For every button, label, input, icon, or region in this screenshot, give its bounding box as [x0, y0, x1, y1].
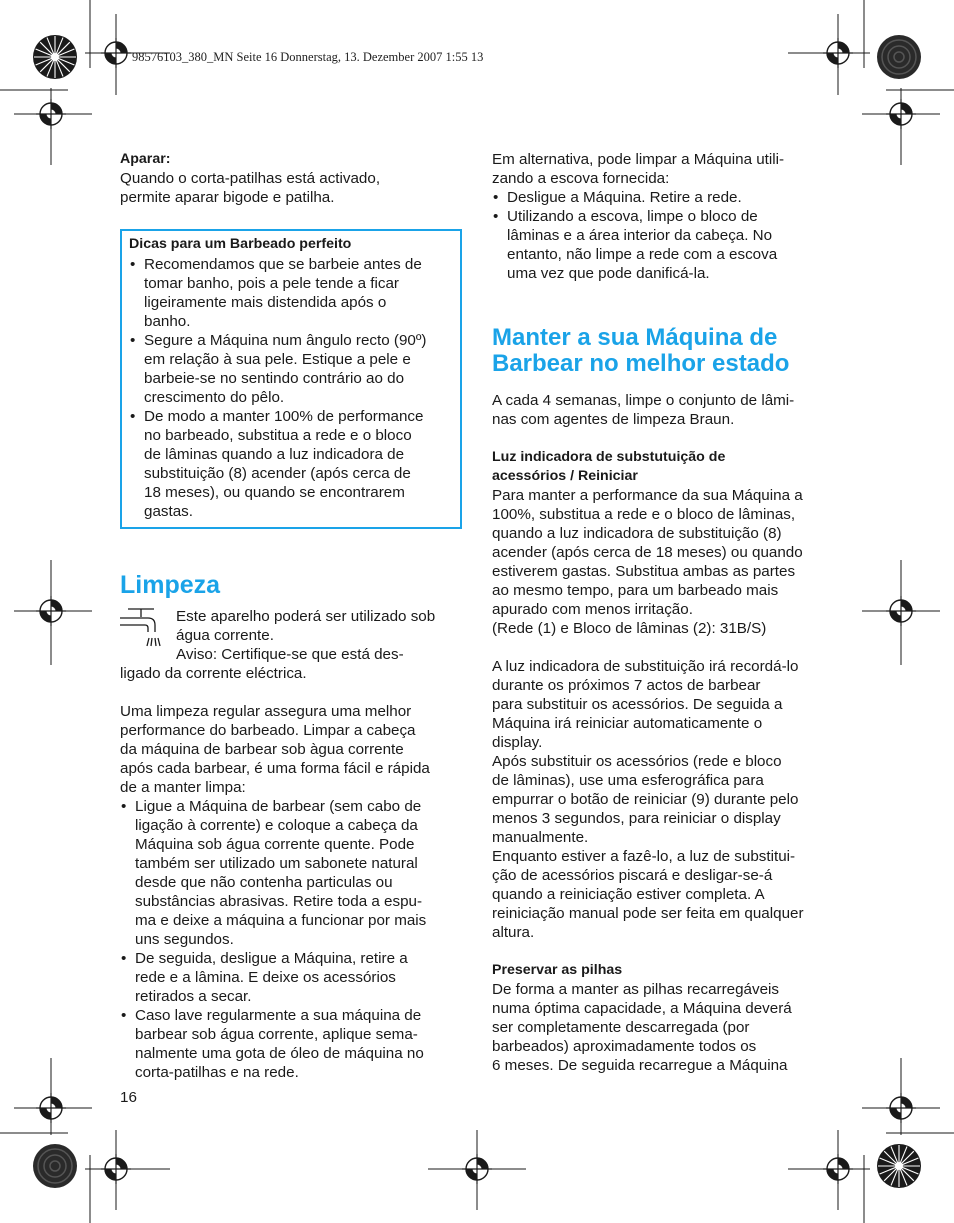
list-item: • Segure a Máquina num ângulo recto (90º) em relação à sua pele. Estique a pele e barbeie-se no sentindo contrário ao do crescimento do pêlo.: [129, 331, 452, 407]
list-item: • Utilizando a escova, limpe o bloco de lâminas e a área interior da cabeça. No entanto, não limpe a rede com a escova uma vez que pode danificá-la.: [492, 207, 837, 283]
tap-note: [120, 607, 462, 683]
page-number: 16: [120, 1089, 137, 1106]
tap-note-text: Este aparelho poderá ser utilizado sob água corrente. Aviso: Certifique-se que está des-: [176, 608, 436, 663]
tips-box: [120, 229, 462, 529]
aparar-title: Aparar:: [120, 151, 171, 167]
limpeza-list: [120, 797, 462, 1082]
list-item: • Recomendamos que se barbeie antes de tomar banho, pois a pele tende a ficar ligeiramente mais distendida após o banho.: [129, 255, 452, 331]
list-item: • De seguida, desligue a Máquina, retire a rede e a lâmina. E deixe os acessórios retirados a secar.: [120, 949, 462, 1006]
list-item: • Desligue a Máquina. Retire a rede.: [492, 188, 837, 207]
aparar-text: Quando o corta-patilhas está activado, permite aparar bigode e patilha.: [120, 170, 381, 206]
manter-intro: A cada 4 semanas, limpe o conjunto de lâmi- nas com agentes de limpeza Braun.: [492, 392, 795, 428]
limpeza-intro: Uma limpeza regular assegura uma melhor performance do barbeado. Limpar a cabeça da máquina de barbear sob àgua corrente após cada barbear, é uma forma fácil e rápida de a manter limpa:: [120, 703, 430, 796]
list-item: • De modo a manter 100% de performance no barbeado, substitua a rede e o bloco de lâminas quando a luz indicadora de substituição (8) acender (após cerca de 18 meses), ou quando se encontrarem gastas.: [129, 407, 452, 521]
tap-note-continuation: ligado da corrente eléctrica.: [120, 665, 307, 682]
list-item: • Ligue a Máquina de barbear (sem cabo de ligação à corrente) e coloque a cabeça da Máquina sob água corrente quente. Pode também ser utilizado um sabonete natural desde que não contenha particulas ou substâncias abrasivas. Retire toda a espu- ma e deixe a máquina a funcionar por mais uns segundos.: [120, 797, 462, 949]
manter-heading: Manter a sua Máquina de Barbear no melhor estado: [492, 324, 790, 377]
pilhas-paragraph: De forma a manter as pilhas recarregáveis numa óptima capacidade, a Máquina deverá ser completamente descarregada (por barbeados) aproximadamente todos os 6 meses. De seguida recarregue a Máquina: [492, 981, 792, 1074]
print-slug-header: 98576103_380_MN Seite 16 Donnerstag, 13. Dezember 2007 1:55 13: [132, 50, 484, 64]
pilhas-heading: Preservar as pilhas: [492, 962, 623, 978]
luz-paragraph-2: A luz indicadora de substituição irá recordá-lo durante os próximos 7 actos de barbear para substituir os acessórios. De seguida a Máquina irá reiniciar automaticamente o display. Após substituir os acessórios (rede e bloco de lâminas), use uma esferográfica para empurrar o botão de reiniciar (9) durante pelo menos 3 segundos, para reiniciar o display manualmente. Enquanto estiver a fazê-lo, a luz de substitui- ção de acessórios piscará e desligar-se-á quando a reiniciação estiver completa. A reiniciação manual pode ser feita em qualquer altura.: [492, 658, 804, 941]
tips-list: [129, 255, 452, 521]
tips-title: Dicas para um Barbeado perfeito: [129, 236, 352, 252]
left-column: [120, 150, 462, 1082]
water-tap-icon: [118, 607, 164, 655]
list-item: • Caso lave regularmente a sua máquina de barbear sob água corrente, aplique sema- nalmente uma gota de óleo de máquina no corta-patilhas e na rede.: [120, 1006, 462, 1082]
right-column: [492, 150, 837, 1075]
limpeza-heading: Limpeza: [120, 571, 221, 599]
luz-heading: Luz indicadora de substutuição de acessórios / Reiniciar: [492, 449, 726, 484]
alt-cleaning-list: [492, 188, 837, 283]
luz-paragraph-1: Para manter a performance da sua Máquina a 100%, substitua a rede e o bloco de lâminas, quando a luz indicadora de substituição (8) acender (após cerca de 18 meses) ou quando estiverem gastas. Substitua ambas as partes ao mesmo tempo, para um barbeado mais apurado com menos irritação. (Rede (1) e Bloco de lâminas (2): 31B/S): [492, 487, 803, 637]
alt-cleaning-intro: Em alternativa, pode limpar a Máquina utili- zando a escova fornecida:: [492, 151, 785, 187]
